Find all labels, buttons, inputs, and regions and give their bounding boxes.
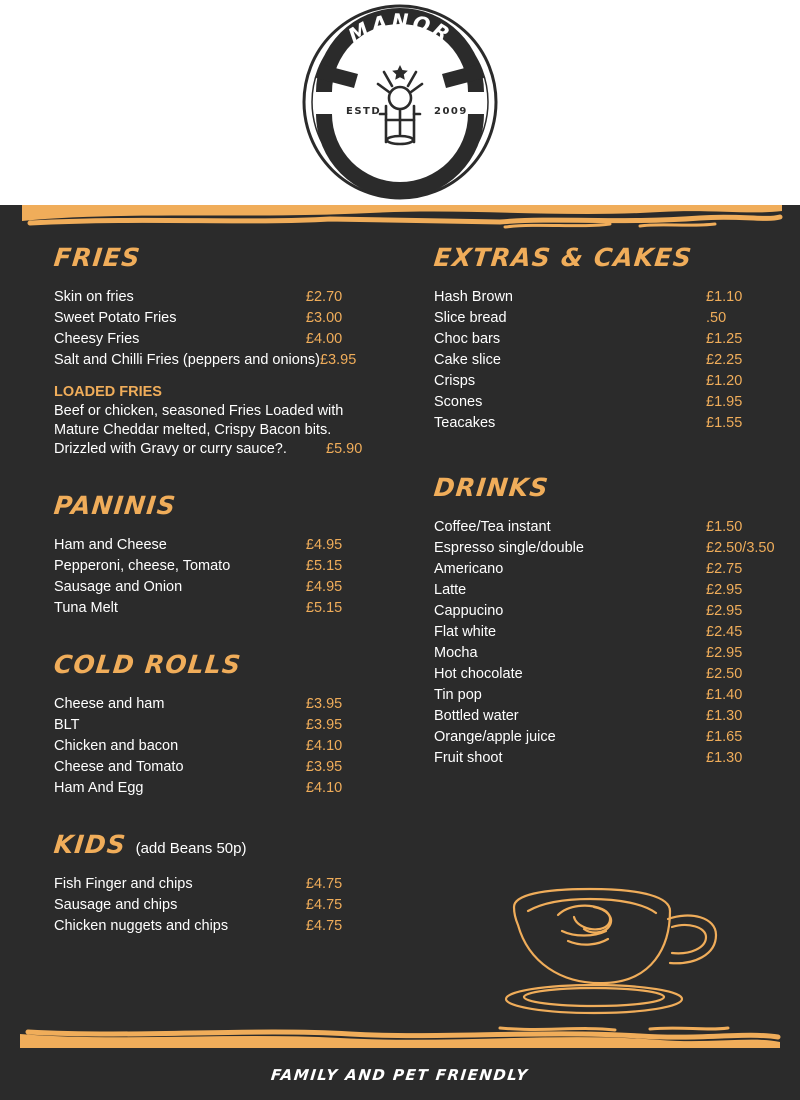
- list-item: [54, 536, 380, 555]
- list-item: [54, 309, 380, 328]
- paninis-item-list: [54, 536, 380, 618]
- item-price: £4.95: [305, 579, 343, 595]
- menu-footer: [0, 1050, 800, 1100]
- item-name: Chicken nuggets and chips: [54, 918, 229, 934]
- item-price: £3.95: [305, 759, 343, 775]
- item-price: £1.30: [706, 750, 743, 766]
- item-price: £4.95: [305, 537, 343, 553]
- list-item: [54, 578, 380, 597]
- item-price: £2.70: [305, 289, 343, 305]
- item-price: £2.50/3.50: [706, 540, 775, 556]
- item-name: Tuna Melt: [54, 600, 118, 616]
- fries-item-list: [54, 288, 380, 370]
- list-item: [434, 309, 800, 328]
- item-price: £4.00: [305, 331, 343, 347]
- section-title-drinks: DRINKS: [432, 473, 551, 502]
- item-price: £1.95: [706, 394, 743, 410]
- drinks-item-list: [434, 518, 800, 768]
- item-name: Scones: [434, 394, 483, 410]
- list-item: [434, 665, 800, 684]
- list-item: [434, 707, 800, 726]
- list-item: [434, 330, 800, 349]
- item-price: £1.40: [706, 687, 743, 703]
- section-title-kids: [52, 830, 381, 859]
- svg-text:FARM CAFE: [344, 134, 456, 174]
- item-name: Flat white: [434, 624, 497, 640]
- list-item: [434, 749, 800, 768]
- list-item: [434, 623, 800, 642]
- item-price: £2.95: [706, 582, 743, 598]
- list-item: [54, 896, 380, 915]
- list-item: [434, 581, 800, 600]
- item-price: £2.75: [706, 561, 743, 577]
- item-price: £4.75: [305, 897, 343, 913]
- item-price: £4.10: [305, 780, 343, 796]
- list-item: [434, 539, 800, 558]
- list-item: [54, 716, 380, 735]
- list-item: [54, 758, 380, 777]
- item-name: BLT: [54, 717, 80, 733]
- item-price: £3.95: [319, 352, 357, 368]
- logo-estd-year: 2009: [434, 105, 468, 117]
- item-price: £3.95: [305, 696, 343, 712]
- section-drinks: [434, 473, 800, 768]
- list-item: [54, 330, 380, 349]
- section-fries: [54, 243, 380, 459]
- item-name: Teacakes: [434, 415, 496, 431]
- logo: [300, 2, 500, 202]
- item-price: £1.50: [706, 519, 743, 535]
- item-name: Sausage and chips: [54, 897, 178, 913]
- menu-header: [0, 0, 800, 205]
- item-name: Sweet Potato Fries: [54, 310, 177, 326]
- item-price: £4.10: [305, 738, 343, 754]
- loaded-fries-heading: LOADED FRIES: [54, 384, 162, 400]
- item-name: Slice bread: [434, 310, 507, 326]
- item-price: £3.00: [305, 310, 343, 326]
- menu-panel: [0, 205, 800, 1100]
- list-item: [434, 686, 800, 705]
- item-price: £2.95: [706, 645, 743, 661]
- item-name: Hash Brown: [434, 289, 513, 305]
- item-price: £1.30: [706, 708, 743, 724]
- menu-column-right: [380, 243, 800, 942]
- item-name: Cheese and ham: [54, 696, 165, 712]
- list-item: [54, 351, 380, 370]
- item-price: £1.55: [706, 415, 743, 431]
- item-name: Tin pop: [434, 687, 482, 703]
- kids-item-list: [54, 875, 380, 936]
- item-price: £2.50: [706, 666, 743, 682]
- section-title-cold-rolls: COLD ROLLS: [52, 650, 243, 679]
- section-title-paninis: PANINIS: [52, 491, 178, 520]
- item-name: Cheese and Tomato: [54, 759, 184, 775]
- list-item: [434, 518, 800, 537]
- logo-estd-label: ESTD: [346, 105, 382, 117]
- list-item: [54, 599, 380, 618]
- list-item: [54, 557, 380, 576]
- item-price: £5.15: [305, 600, 343, 616]
- section-kids: [54, 830, 380, 936]
- item-price: £2.25: [706, 352, 743, 368]
- item-name: Sausage and Onion: [54, 579, 183, 595]
- brush-stroke-bottom: [0, 1024, 800, 1050]
- item-price: £2.95: [706, 603, 743, 619]
- brush-stroke-top: [0, 205, 800, 231]
- item-price: £1.65: [706, 729, 743, 745]
- item-price: £1.25: [706, 331, 743, 347]
- item-name: Fruit shoot: [434, 750, 503, 766]
- list-item: [54, 695, 380, 714]
- loaded-fries-description: [54, 402, 374, 459]
- section-cold-rolls: [54, 650, 380, 798]
- loaded-fries-line-2: Mature Cheddar melted, Crispy Bacon bits.: [54, 422, 332, 438]
- menu-column-left: [0, 243, 380, 942]
- item-price: £4.75: [305, 918, 343, 934]
- item-name: Espresso single/double: [434, 540, 584, 556]
- item-name: Choc bars: [434, 331, 501, 347]
- item-name: Americano: [434, 561, 504, 577]
- extras-cakes-item-list: [434, 288, 800, 433]
- item-name: Ham and Cheese: [54, 537, 167, 553]
- list-item: [54, 288, 380, 307]
- item-price: £1.10: [706, 289, 743, 305]
- item-name: Bottled water: [434, 708, 519, 724]
- list-item: [434, 644, 800, 663]
- item-name: Chicken and bacon: [54, 738, 179, 754]
- list-item: [434, 728, 800, 747]
- item-name: Cake slice: [434, 352, 501, 368]
- loaded-fries-price: £5.90: [326, 441, 363, 457]
- item-price: £1.20: [706, 373, 743, 389]
- item-price: £2.45: [706, 624, 743, 640]
- list-item: [54, 917, 380, 936]
- item-name: Ham And Egg: [54, 780, 144, 796]
- section-title-kids-subtitle: (add Beans 50p): [135, 840, 247, 857]
- logo-name-bottom: FARM CAFE: [343, 134, 457, 174]
- item-name: Mocha: [434, 645, 478, 661]
- section-paninis: [54, 491, 380, 618]
- item-name: Pepperoni, cheese, Tomato: [54, 558, 231, 574]
- list-item: [434, 602, 800, 621]
- menu-columns: [0, 243, 800, 942]
- logo-badge-icon: [300, 2, 500, 202]
- item-name: Hot chocolate: [434, 666, 523, 682]
- cold-rolls-item-list: [54, 695, 380, 798]
- motorcycle-icon: [378, 72, 422, 144]
- list-item: [434, 414, 800, 433]
- item-price: £5.15: [305, 558, 343, 574]
- item-name: Orange/apple juice: [434, 729, 556, 745]
- item-price: .50: [706, 310, 727, 326]
- section-title-fries: FRIES: [52, 243, 143, 272]
- list-item: [434, 351, 800, 370]
- coffee-cup-icon: [502, 885, 742, 1025]
- list-item: [434, 288, 800, 307]
- loaded-fries-line-3-row: [54, 440, 374, 459]
- item-name: Crisps: [434, 373, 476, 389]
- item-name: Fish Finger and chips: [54, 876, 193, 892]
- footer-tagline: FAMILY AND PET FRIENDLY: [270, 1066, 530, 1084]
- loaded-fries-line-3: Drizzled with Gravy or curry sauce?.: [54, 441, 287, 457]
- list-item: [434, 393, 800, 412]
- item-name: Coffee/Tea instant: [434, 519, 551, 535]
- list-item: [54, 779, 380, 798]
- section-title-kids-text: KIDS: [52, 830, 128, 859]
- item-price: £4.75: [305, 876, 343, 892]
- item-name: Latte: [434, 582, 467, 598]
- item-name: Cheesy Fries: [54, 331, 140, 347]
- logo-name-top: MANOR: [343, 8, 457, 48]
- list-item: [54, 737, 380, 756]
- item-name: Cappucino: [434, 603, 504, 619]
- item-price: £3.95: [305, 717, 343, 733]
- section-title-extras-cakes: EXTRAS & CAKES: [432, 243, 694, 272]
- item-name: Skin on fries: [54, 289, 134, 305]
- list-item: [54, 875, 380, 894]
- list-item: [434, 560, 800, 579]
- section-extras-cakes: [434, 243, 800, 433]
- item-name: Salt and Chilli Fries (peppers and onions): [54, 352, 320, 368]
- loaded-fries-line-1: Beef or chicken, seasoned Fries Loaded with: [54, 403, 344, 419]
- list-item: [434, 372, 800, 391]
